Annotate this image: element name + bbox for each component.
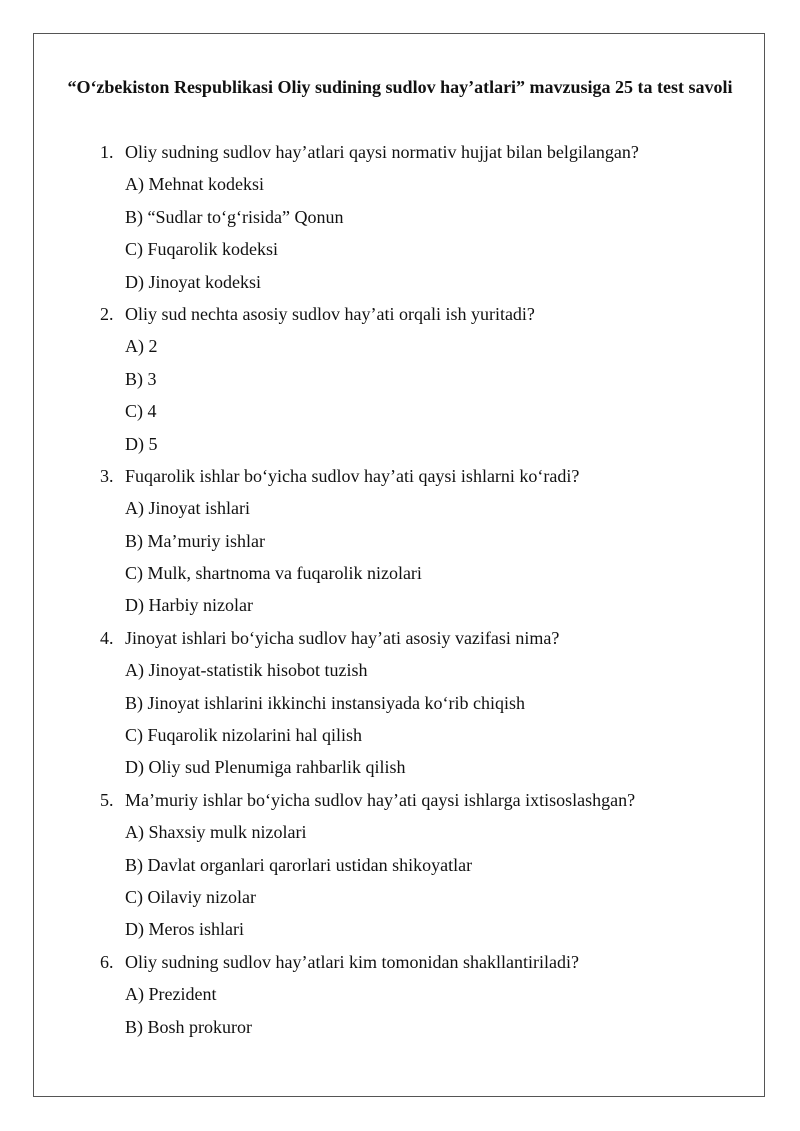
answer-option: D) Oliy sud Plenumiga rahbarlik qilish [125, 757, 406, 778]
question-item [0, 136, 800, 298]
question-text: Ma’muriy ishlar bo‘yicha sudlov hay’ati qaysi ishlarga ixtisoslashgan? [125, 789, 636, 810]
answer-option: A) Mehnat kodeksi [125, 174, 264, 195]
question-line [0, 136, 800, 168]
answer-option: A) Jinoyat ishlari [125, 498, 250, 519]
answer-option: B) Bosh prokuror [125, 1016, 252, 1037]
question-text: Oliy sud nechta asosiy sudlov hay’ati orqali ish yuritadi? [125, 303, 535, 324]
question-number: 1. [100, 142, 114, 162]
answer-option: C) Fuqarolik kodeksi [125, 239, 278, 260]
answer-option: D) Meros ishlari [125, 919, 244, 940]
question-line [0, 784, 800, 816]
answer-option: A) Shaxsiy mulk nizolari [125, 822, 307, 843]
question-text: Oliy sudning sudlov hay’atlari qaysi normativ hujjat bilan belgilangan? [125, 142, 639, 162]
answer-option: D) Harbiy nizolar [125, 595, 253, 616]
question-text: Jinoyat ishlari bo‘yicha sudlov hay’ati asosiy vazifasi nima? [125, 627, 560, 648]
answer-option: B) 3 [125, 368, 157, 389]
question-item [0, 622, 800, 784]
question-item [0, 298, 800, 460]
answer-option: A) Jinoyat-statistik hisobot tuzish [125, 660, 368, 681]
question-line [0, 946, 800, 978]
answer-option: D) 5 [125, 433, 158, 454]
answer-option: B) Davlat organlari qarorlari ustidan shikoyatlar [125, 854, 473, 875]
question-item [0, 460, 800, 622]
question-item [0, 784, 800, 946]
question-item [0, 946, 800, 1043]
answer-option: D) Jinoyat kodeksi [125, 271, 261, 292]
answer-option: C) Fuqarolik nizolarini hal qilish [125, 725, 362, 746]
question-line [0, 622, 800, 654]
question-number: 3. [100, 465, 114, 486]
question-list [0, 136, 800, 1043]
answer-option: C) Mulk, shartnoma va fuqarolik nizolari [125, 563, 422, 584]
page-title: “O‘zbekiston Respublikasi Oliy sudining sudlov hay’atlari” mavzusiga 25 ta test savoli [67, 77, 733, 97]
question-number: 2. [100, 303, 114, 324]
question-text: Fuqarolik ishlar bo‘yicha sudlov hay’ati qaysi ishlarni ko‘radi? [125, 465, 580, 486]
question-text: Oliy sudning sudlov hay’atlari kim tomonidan shakllantiriladi? [125, 951, 579, 972]
question-number: 6. [100, 951, 114, 972]
question-line [0, 298, 800, 330]
answer-option: B) Ma’muriy ishlar [125, 530, 265, 551]
answer-option: B) Jinoyat ishlarini ikkinchi instansiyada ko‘rib chiqish [125, 692, 525, 713]
answer-option: C) Oilaviy nizolar [125, 886, 256, 907]
answer-option: C) 4 [125, 401, 157, 422]
question-line [0, 460, 800, 492]
question-number: 4. [100, 627, 114, 648]
answer-option: A) Prezident [125, 984, 217, 1005]
answer-option: B) “Sudlar to‘g‘risida” Qonun [125, 206, 344, 227]
answer-option: A) 2 [125, 336, 158, 357]
question-number: 5. [100, 789, 114, 810]
